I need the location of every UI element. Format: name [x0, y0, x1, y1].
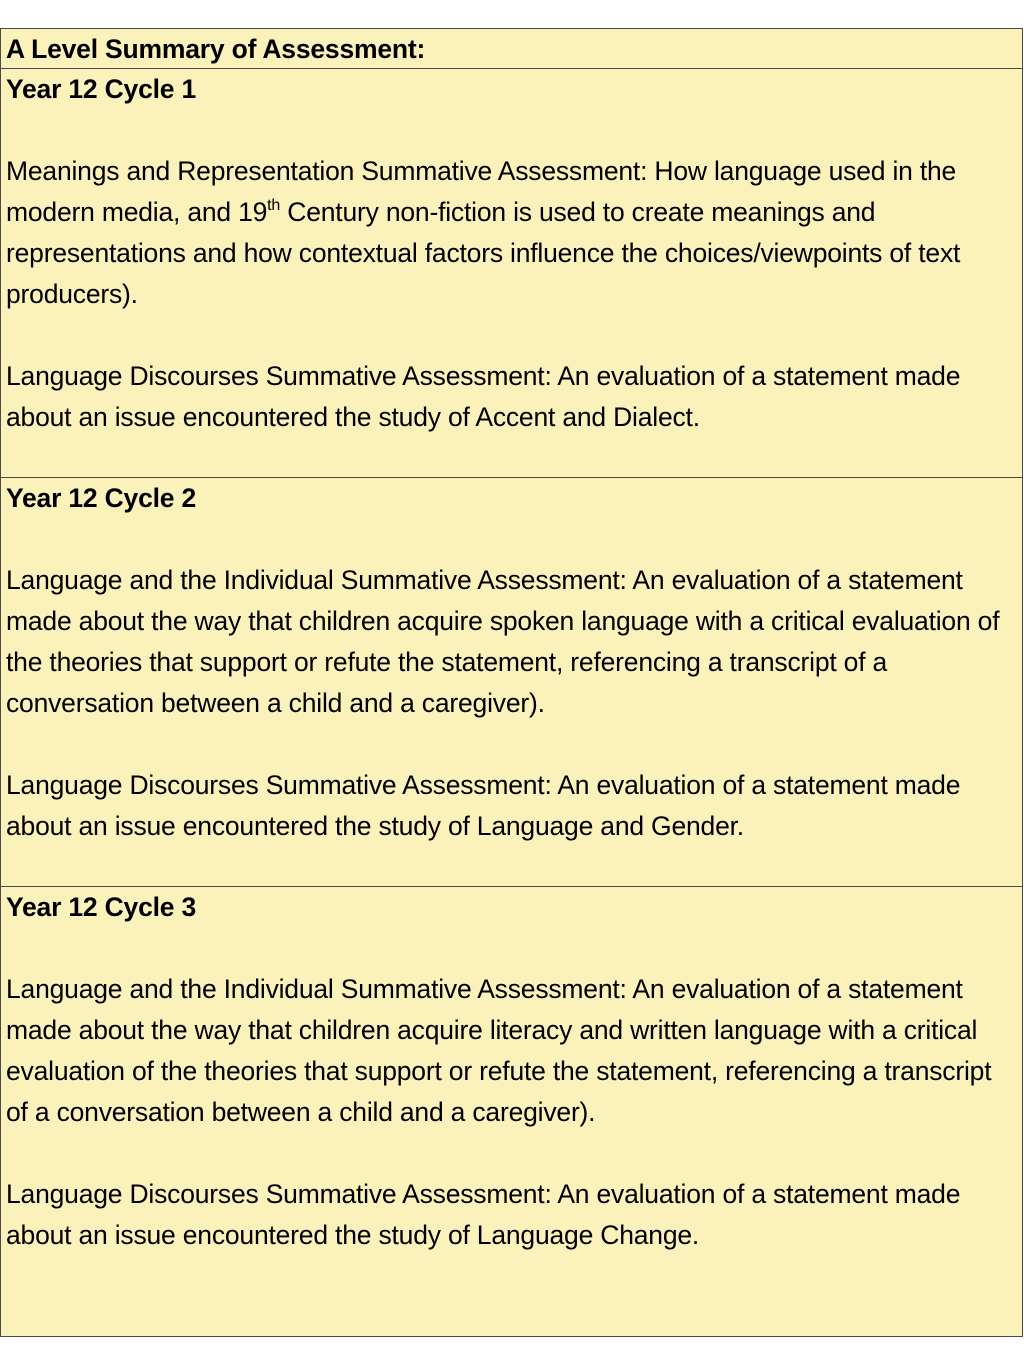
cycle-3-row: [1, 887, 1022, 1336]
cycle-1-assessment-2: Language Discourses Summative Assessment: An evaluation of a statement made about an issue encountered the study of Accent and Dialect.: [6, 361, 961, 432]
cycle-1-row: [1, 69, 1022, 478]
cycle-2-title: Year 12 Cycle 2: [6, 483, 197, 513]
ordinal-suffix: th: [267, 197, 281, 214]
cycle-3-assessment-2: Language Discourses Summative Assessment: An evaluation of a statement made about an issue encountered the study of Language Change.: [6, 1179, 961, 1250]
cycle-1-assessment-1: [6, 151, 1014, 315]
assessment-summary-table: [0, 28, 1023, 1337]
cycle-2-row: [1, 478, 1022, 887]
cycle-1-title: Year 12 Cycle 1: [6, 74, 197, 104]
cycle-2-assessment-1: Language and the Individual Summative Assessment: An evaluation of a statement made about the way that children acquire spoken language with a critical evaluation of the theories that support or refute the statement, referencing a transcript of a conversation between a child and a caregiver).: [6, 565, 1000, 718]
cycle-2-assessment-2: Language Discourses Summative Assessment: An evaluation of a statement made about an issue encountered the study of Language and Gender.: [6, 770, 961, 841]
cycle-3-assessment-1: Language and the Individual Summative Assessment: An evaluation of a statement made about the way that children acquire literacy and written language with a critical evaluation of the theories that support or refute the statement, referencing a transcript of a conversation between a child and a caregiver).: [6, 974, 992, 1127]
cycle-3-title: Year 12 Cycle 3: [6, 892, 197, 922]
table-header-row: [1, 29, 1022, 69]
cycle-1-assessment-1-text-b: Century non-fiction is used to create meanings and representations and how contextual factors influence the choices/viewpoints of text producers).: [6, 197, 961, 309]
cycle-1-assessment-1-text-a: Meanings and Representation Summative Assessment: How language used in the modern media, and 19: [6, 156, 957, 227]
table-title: A Level Summary of Assessment:: [6, 34, 426, 64]
